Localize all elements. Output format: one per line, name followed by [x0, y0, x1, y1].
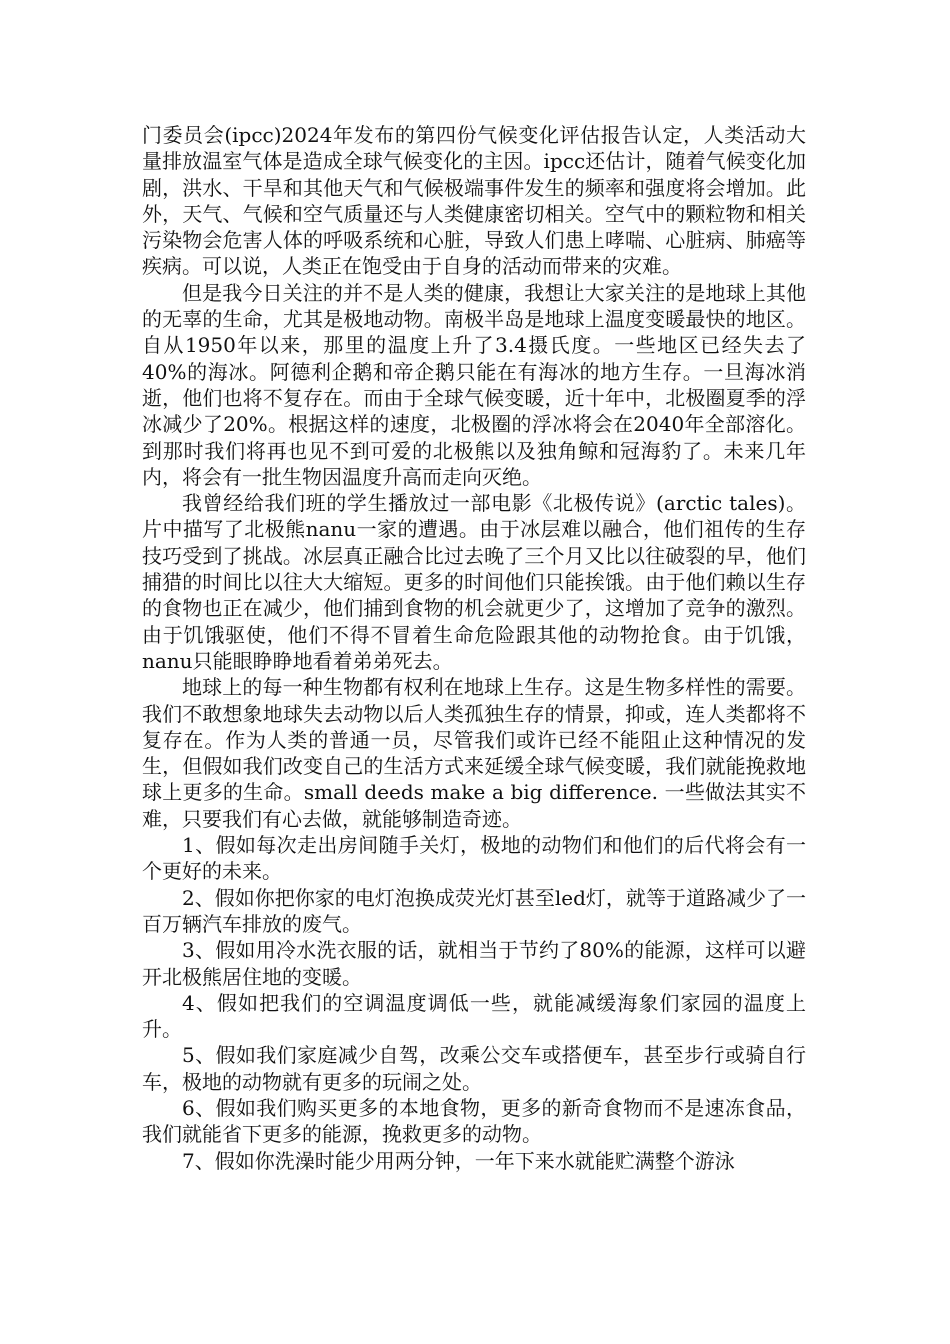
- paragraph-polar-animals: 但是我今日关注的并不是人类的健康，我想让大家关注的是地球上其他的无辜的生命，尤其是极地动物。南极半岛是地球上温度变暖最快的地区。自从1950年以来，那里的温度上升了3.4摄氏度。一些地区已经失去了40%的海冰。阿德利企鹅和帝企鹅只能在有海冰的地方生存。一旦海冰消逝，他们也将不复存在。而由于全球气候变暖，近十年中，北极圈夏季的浮冰减少了20%。根据这样的速度，北极圈的浮冰将会在2040年全部溶化。到那时我们将再也见不到可爱的北极熊以及独角鲸和冠海豹了。未来几年内，将会有一批生物因温度升高而走向灭绝。: [142, 280, 806, 489]
- list-item-lights: 1、假如每次走出房间随手关灯，极地的动物们和他们的后代将会有一个更好的未来。: [142, 833, 806, 884]
- list-item-local-food: 6、假如我们购买更多的本地食物，更多的新奇食物而不是速冻食品，我们就能省下更多的能源，挽救更多的动物。: [142, 1095, 806, 1147]
- list-item-bulbs: 2、假如你把你家的电灯泡换成荧光灯甚至led灯，就等于道路减少了一百万辆汽车排放的废气。: [142, 885, 806, 936]
- list-item-shower: 7、假如你洗澡时能少用两分钟，一年下来水就能贮满整个游泳: [182, 1148, 735, 1173]
- list-item-transport: 5、假如我们家庭减少自驾，改乘公交车或搭便车，甚至步行或骑自行车，极地的动物就有更多的玩闹之处。: [142, 1043, 806, 1094]
- paragraph-ipcc-report: 门委员会(ipcc)2024年发布的第四份气候变化评估报告认定，人类活动大量排放温室气体是造成全球气候变化的主因。ipcc还估计，随着气候变化加剧，洪水、干旱和其他天气和气候极端事件发生的频率和强度将会增加。此外，天气、气候和空气质量还与人类健康密切相关。空气中的颗粒物和相关污染物会危害人体的呼吸系统和心脏，导致人们患上哮喘、心脏病、肺癌等疾病。可以说，人类正在饱受由于自身的活动而带来的灾难。: [142, 123, 806, 279]
- list-item-cold-water: 3、假如用冷水洗衣服的话，就相当于节约了80%的能源，这样可以避开北极熊居住地的变暖。: [142, 938, 806, 989]
- list-item-air-conditioning: 4、假如把我们的空调温度调低一些，就能减缓海象们家园的温度上升。: [142, 990, 806, 1042]
- paragraph-biodiversity: 地球上的每一种生物都有权利在地球上生存。这是生物多样性的需要。我们不敢想象地球失去动物以后人类孤独生存的情景，抑或，连人类都将不复存在。作为人类的普通一员，尽管我们或许已经不能阻止这种情况的发生，但假如我们改变自己的生活方式来延缓全球气候变暖，我们就能挽救地球上更多的生命。small deeds make a big difference. 一些做法其实不难，只要我们有心去做，就能够制造奇迹。: [142, 675, 806, 831]
- paragraph-arctic-tales: 我曾经给我们班的学生播放过一部电影《北极传说》(arctic tales)。片中描写了北极熊nanu一家的遭遇。由于冰层难以融合，他们祖传的生存技巧受到了挑战。冰层真正融合比过去晚了三个月又比以往破裂的早，他们捕猎的时间比以往大大缩短。更多的时间他们只能挨饿。由于他们赖以生存的食物也正在减少，他们捕到食物的机会就更少了，这增加了竞争的激烈。由于饥饿驱使，他们不得不冒着生命危险跟其他的动物抢食。由于饥饿，nanu只能眼睁睁地看着弟弟死去。: [142, 491, 806, 673]
- document-body: [142, 122, 806, 1174]
